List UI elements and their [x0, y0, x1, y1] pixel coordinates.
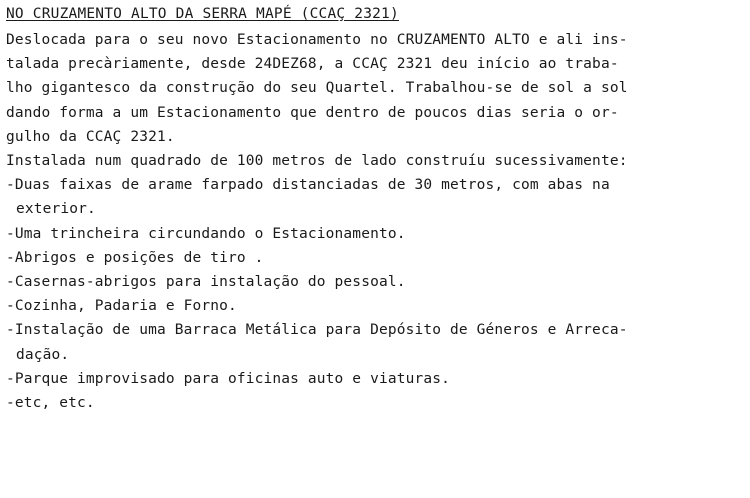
list-item-continuation: dação. [16, 346, 70, 363]
text-line: dando forma a um Estacionamento que dentro de poucos dias seria o or- [6, 104, 619, 121]
list-item: -Abrigos e posições de tiro . [6, 249, 264, 266]
text-line: Deslocada para o seu novo Estacionamento no CRUZAMENTO ALTO e ali ins- [6, 32, 628, 48]
text-line: Instalada num quadrado de 100 metros de lado construíu sucessivamente: [6, 153, 628, 170]
text-line: lho gigantesco da construção do seu Quartel. Trabalhou-se de sol a sol [6, 80, 628, 97]
list-item: -Cozinha, Padaria e Forno. [6, 298, 237, 315]
list-item: -Uma trincheira circundando o Estacionamento. [6, 225, 406, 242]
list-item-continuation: exterior. [16, 201, 96, 218]
list-item: -Parque improvisado para oficinas auto e viaturas. [6, 370, 450, 387]
list-item: -Duas faixas de arame farpado distanciadas de 30 metros, com abas na [6, 177, 610, 194]
document-title: NO CRUZAMENTO ALTO DA SERRA MAPÉ (CCAÇ 2321) [6, 6, 399, 22]
list-item: -Instalação de uma Barraca Metálica para Depósito de Géneros e Arreca- [6, 322, 628, 339]
list-item: -etc, etc. [6, 395, 95, 412]
text-line: talada precàriamente, desde 24DEZ68, a CCAÇ 2321 deu início ao traba- [6, 56, 619, 73]
document-body [6, 28, 750, 415]
list-item: -Casernas-abrigos para instalação do pessoal. [6, 274, 406, 291]
text-line: gulho da CCAÇ 2321. [6, 128, 175, 145]
